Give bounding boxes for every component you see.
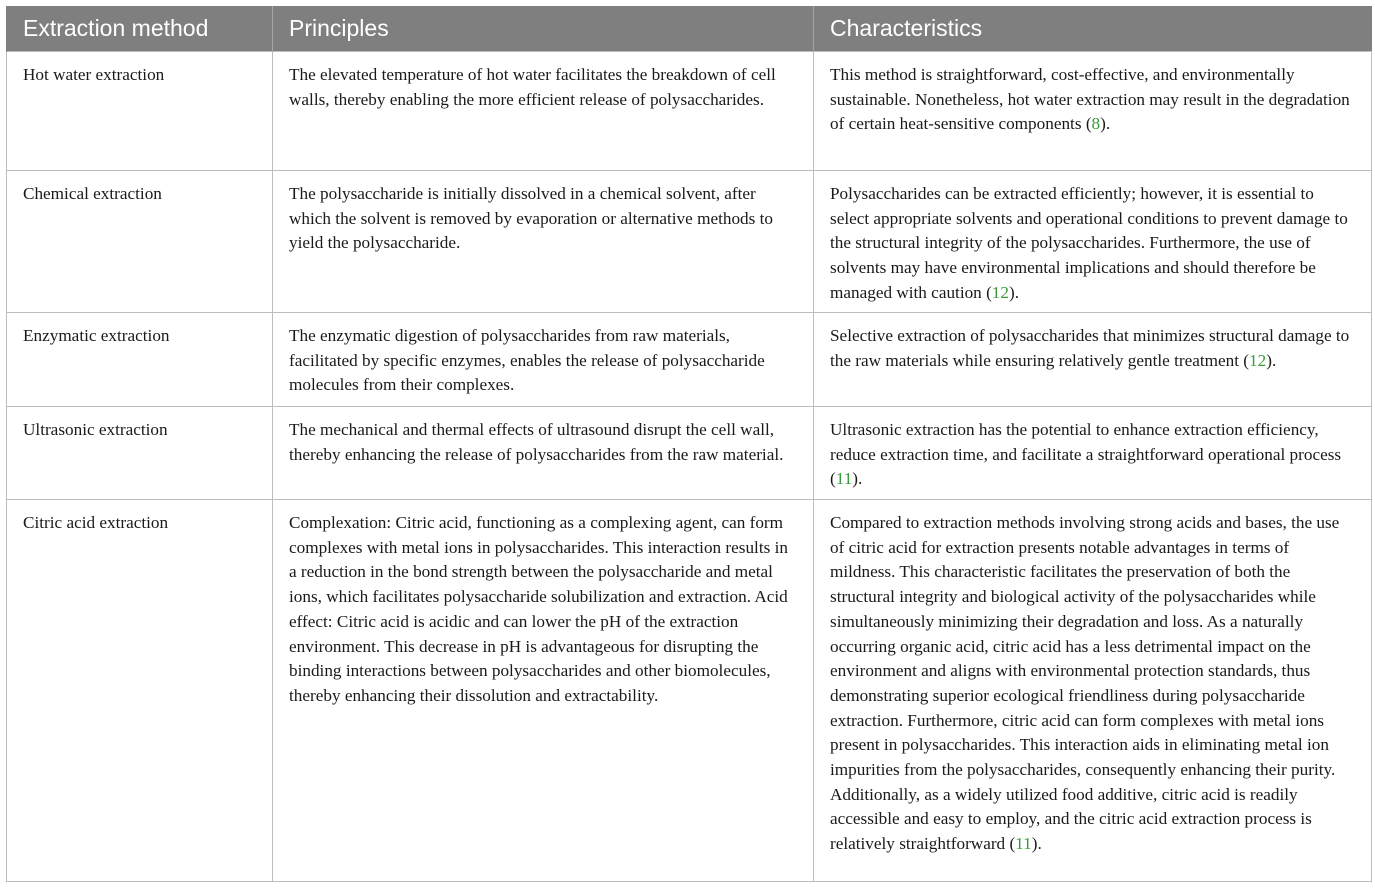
characteristics-text: Ultrasonic extraction has the potential to enhance extraction efficiency, reduce extraction time, and facilitate a straightforward operational process ( bbox=[830, 420, 1342, 489]
table-row bbox=[7, 52, 1372, 171]
method-cell: Citric acid extraction bbox=[7, 500, 273, 882]
characteristics-text: Compared to extraction methods involving strong acids and bases, the use of citric acid for extraction presents notable advantages in terms of mildness. This characteristic facilitates the preservation of both the structural integrity and biological activity of the polysaccharides while simultaneously minimizing their degradation and loss. As a naturally occurring organic acid, citric acid has a less detrimental impact on the environment and aligns with environmental protection standards, thus demonstrating superior ecological friendliness during polysaccharide extraction. Furthermore, citric acid can form complexes with metal ions present in polysaccharides. This interaction aids in eliminating metal ion impurities from the polysaccharides, consequently enhancing their purity. Additionally, as a widely utilized food additive, citric acid is readily accessible and easy to employ, and the citric acid extraction process is relatively straightforward ( bbox=[830, 513, 1340, 854]
table-row bbox=[7, 171, 1372, 313]
table-row bbox=[7, 407, 1372, 500]
reference-link[interactable]: 11 bbox=[1015, 834, 1032, 854]
characteristics-cell bbox=[814, 313, 1372, 407]
method-cell: Hot water extraction bbox=[7, 52, 273, 171]
table-row bbox=[7, 313, 1372, 407]
principles-cell: The enzymatic digestion of polysaccharides from raw materials, facilitated by specific enzymes, enables the release of polysaccharide molecules from their complexes. bbox=[273, 313, 814, 407]
principles-cell: The polysaccharide is initially dissolved in a chemical solvent, after which the solvent is removed by evaporation or alternative methods to yield the polysaccharide. bbox=[273, 171, 814, 313]
reference-suffix: ). bbox=[1031, 834, 1042, 854]
table-body bbox=[7, 52, 1372, 882]
principles-cell: The mechanical and thermal effects of ultrasound disrupt the cell wall, thereby enhancing the release of polysaccharides from the raw material. bbox=[273, 407, 814, 500]
reference-link[interactable]: 8 bbox=[1091, 114, 1101, 134]
reference-suffix: ). bbox=[1100, 114, 1111, 134]
principles-cell: The elevated temperature of hot water facilitates the breakdown of cell walls, thereby enabling the more efficient release of polysaccharides. bbox=[273, 52, 814, 171]
characteristics-cell bbox=[814, 52, 1372, 171]
column-header-principles: Principles bbox=[273, 6, 814, 52]
table-row bbox=[7, 500, 1372, 882]
reference-suffix: ). bbox=[852, 469, 863, 489]
characteristics-text: Polysaccharides can be extracted efficiently; however, it is essential to select appropriate solvents and operational conditions to prevent damage to the structural integrity of the polysaccharides. Furthermore, the use of solvents may have environmental implications and should therefore be managed with caution ( bbox=[830, 184, 1348, 302]
characteristics-cell bbox=[814, 407, 1372, 500]
method-cell: Chemical extraction bbox=[7, 171, 273, 313]
characteristics-cell bbox=[814, 171, 1372, 313]
reference-link[interactable]: 12 bbox=[991, 282, 1009, 302]
characteristics-cell bbox=[814, 500, 1372, 882]
characteristics-text: Selective extraction of polysaccharides that minimizes structural damage to the raw materials while ensuring relatively gentle treatment ( bbox=[830, 326, 1350, 370]
extraction-methods-table bbox=[6, 6, 1372, 882]
reference-suffix: ). bbox=[1008, 282, 1020, 302]
method-cell: Enzymatic extraction bbox=[7, 313, 273, 407]
table-header bbox=[7, 6, 1372, 52]
column-header-extraction-method: Extraction method bbox=[7, 6, 273, 52]
reference-link[interactable]: 11 bbox=[835, 469, 853, 489]
column-header-characteristics: Characteristics bbox=[814, 6, 1372, 52]
header-row bbox=[7, 6, 1372, 52]
reference-suffix: ). bbox=[1266, 350, 1277, 370]
principles-cell: Complexation: Citric acid, functioning as a complexing agent, can form complexes with metal ions in polysaccharides. This interaction results in a reduction in the bond strength between the polysaccharide and metal ions, which facilitates polysaccharide solubilization and extraction. Acid effect: Citric acid is acidic and can lower the pH of the extraction environment. This decrease in pH is advantageous for disrupting the binding interactions between polysaccharides and other biomolecules, thereby enhancing their dissolution and extractability. bbox=[273, 500, 814, 882]
characteristics-text: This method is straightforward, cost-effective, and environmentally sustainable. Nonetheless, hot water extraction may result in the degradation of certain heat-sensitive components ( bbox=[830, 65, 1350, 134]
reference-link[interactable]: 12 bbox=[1249, 350, 1267, 370]
method-cell: Ultrasonic extraction bbox=[7, 407, 273, 500]
